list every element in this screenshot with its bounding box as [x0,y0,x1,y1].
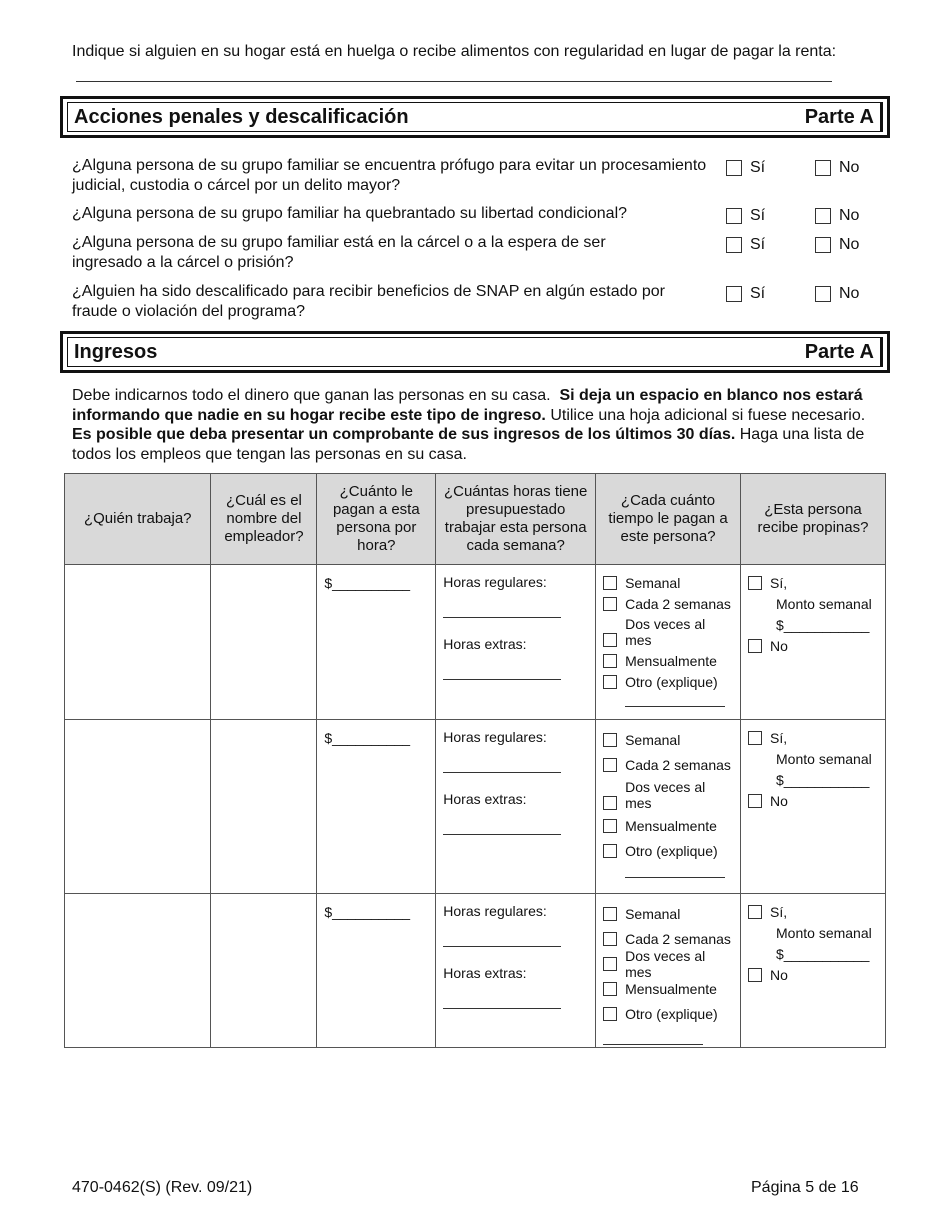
employer-cell[interactable] [211,720,317,894]
checkbox[interactable] [603,932,617,946]
strike-food-question-text: Indique si alguien en su hogar está en huelga o recibe alimentos con regularidad en lugar de pagar la renta: [72,43,837,60]
checkbox[interactable] [748,576,762,590]
criminal-question-1 [72,156,872,196]
checkbox[interactable] [815,286,831,302]
option-label: No [770,792,788,809]
checkbox[interactable] [603,733,617,747]
checkbox[interactable] [726,237,742,253]
checkbox[interactable] [603,796,617,810]
checkbox[interactable] [815,208,831,224]
checkbox[interactable] [603,819,617,833]
checkbox[interactable] [603,844,617,858]
option-label: Mensualmente [625,817,717,834]
regular-hours-label: Horas regulares: [443,903,547,919]
tips-amount-blank[interactable]: $___________ [776,616,870,633]
option-label: Cada 2 semanas [625,930,731,947]
option-label: Semanal [625,731,681,748]
no-label: No [839,207,860,224]
no-label: No [839,159,860,176]
yes-label: Sí [750,207,766,224]
checkbox[interactable] [603,576,617,590]
option-label: Semanal [625,574,681,591]
option-label: Otro (explique) [625,1005,718,1022]
col-header-tips: ¿Esta persona recibe propinas? [741,474,886,565]
regular-hours-label: Horas regulares: [443,729,547,745]
criminal-question-2 [72,204,872,224]
col-header-pay-frequency: ¿Cada cuánto tiempo le pagan a este persona? [596,474,741,565]
option-label: Mensualmente [625,652,717,669]
strike-food-answer-line[interactable] [76,66,832,82]
income-instructions-text-1: Debe indicarnos todo el dinero que ganan las personas en su casa. [72,387,551,404]
option-label: Sí, [770,574,788,591]
freq-weekly-option[interactable] [603,727,733,752]
hourly-pay-blank[interactable]: $__________ [324,730,411,746]
no-label: No [839,285,860,302]
criminal-question-4 [72,282,872,322]
criminal-section-title: Acciones penales y descalificación [74,105,409,128]
extra-hours-label: Horas extras: [443,636,527,652]
checkbox[interactable] [748,905,762,919]
option-label: No [770,637,788,654]
pay-frequency-cell [596,894,741,1048]
extra-hours-label: Horas extras: [443,791,527,807]
income-instructions [72,386,880,464]
tips-cell [741,565,886,720]
col-header-hourly-pay: ¿Cuánto le pagan a esta persona por hora? [317,474,436,565]
checkbox[interactable] [603,957,617,971]
option-label: Cada 2 semanas [625,756,731,773]
checkbox[interactable] [748,968,762,982]
option-label: Sí, [770,729,788,746]
option-label: No [770,966,788,983]
income-instructions-bold-2: Es posible que deba presentar un comprobante de sus ingresos de los últimos 30 días. [72,426,736,443]
freq-weekly-option[interactable] [603,901,733,926]
tips-amount-blank[interactable]: $___________ [776,771,870,788]
criminal-q1-yes[interactable] [726,158,765,178]
criminal-question-1-text: ¿Alguna persona de su grupo familiar se encuentra prófugo para evitar un procesamiento judicial, custodia o cárcel por un delito mayor? [72,157,707,194]
criminal-q1-no[interactable] [815,158,859,178]
strike-food-question [72,42,882,82]
checkbox[interactable] [603,758,617,772]
criminal-q3-yes[interactable] [726,235,765,255]
tips-cell [741,720,886,894]
no-label: No [839,236,860,253]
checkbox[interactable] [726,286,742,302]
col-header-weekly-hours: ¿Cuántas horas tiene presupuestado trabajar esta persona cada semana? [436,474,596,565]
tips-weekly-amount-label: Monto semanal [776,595,872,612]
weekly-hours-cell [436,894,596,1048]
option-label: Semanal [625,905,681,922]
tips-amount-blank[interactable]: $___________ [776,945,870,962]
col-header-who-works: ¿Quién trabaja? [65,474,211,565]
tips-yes-option[interactable] [748,901,878,922]
option-label: Cada 2 semanas [625,595,731,612]
tips-yes-option[interactable] [748,727,878,748]
tips-no-option[interactable] [748,964,878,985]
tips-weekly-amount-label: Monto semanal [776,750,872,767]
table-row [65,894,886,1048]
checkbox[interactable] [603,907,617,921]
checkbox[interactable] [748,731,762,745]
freq-biweekly-option[interactable] [603,593,733,614]
form-number: 470-0462(S) (Rev. 09/21) [72,1179,253,1196]
freq-other-option[interactable] [603,1001,733,1026]
freq-biweekly-option[interactable] [603,752,733,777]
freq-monthly-option[interactable] [603,976,733,1001]
criminal-section-header [60,96,890,138]
income-section-part: Parte A [804,340,874,363]
employer-cell[interactable] [211,565,317,720]
freq-other-line[interactable] [625,706,725,707]
checkbox[interactable] [726,208,742,224]
extra-hours-line[interactable] [443,995,561,1009]
criminal-q3-no[interactable] [815,235,859,255]
who-works-cell[interactable] [65,720,211,894]
who-works-cell[interactable] [65,565,211,720]
hourly-pay-blank[interactable]: $__________ [324,575,411,591]
tips-no-option[interactable] [748,635,878,656]
weekly-hours-cell [436,565,596,720]
regular-hours-line[interactable] [443,933,561,947]
tips-no-option[interactable] [748,790,878,811]
checkbox[interactable] [603,597,617,611]
freq-monthly-option[interactable] [603,650,733,671]
checkbox[interactable] [726,160,742,176]
tips-weekly-amount-label: Monto semanal [776,924,872,941]
pay-frequency-cell [596,565,741,720]
income-instructions-text-3: Haga una lista de todos los empleos que tengan las personas en su casa. [72,426,865,463]
freq-other-line[interactable] [625,877,725,878]
tips-yes-option[interactable] [748,572,878,593]
table-header-row [65,474,886,565]
income-instructions-bold-1: Si deja un espacio en blanco nos estará informando que nadie en su hogar recibe este tipo de ingreso. [72,387,863,424]
employer-cell[interactable] [211,894,317,1048]
criminal-section-part: Parte A [804,105,874,128]
freq-twice-month-option[interactable] [603,616,733,648]
income-instructions-text-2: Utilice una hoja adicional si fuese necesario. [550,406,866,424]
table-row [65,720,886,894]
yes-label: Sí [750,285,766,302]
checkbox[interactable] [748,639,762,653]
yes-label: Sí [750,236,766,253]
who-works-cell[interactable] [65,894,211,1048]
checkbox[interactable] [748,794,762,808]
checkbox[interactable] [603,633,617,647]
criminal-question-2-text: ¿Alguna persona de su grupo familiar ha quebrantado su libertad condicional? [72,205,628,222]
extra-hours-line[interactable] [443,821,561,835]
checkbox[interactable] [815,160,831,176]
checkbox[interactable] [815,237,831,253]
freq-other-line[interactable] [603,1044,703,1045]
yes-label: Sí [750,159,766,176]
option-label: Mensualmente [625,980,717,997]
criminal-q2-yes[interactable] [726,206,765,226]
freq-other-option[interactable] [603,838,733,863]
criminal-question-4-text: ¿Alguien ha sido descalificado para recibir beneficios de SNAP en algún estado por fraude o violación del programa? [72,283,665,320]
checkbox[interactable] [603,675,617,689]
weekly-hours-cell [436,720,596,894]
hourly-pay-cell[interactable] [317,565,436,720]
option-label: Dos veces al mes [625,947,706,980]
tips-cell [741,894,886,1048]
checkbox[interactable] [603,654,617,668]
freq-weekly-option[interactable] [603,572,733,593]
freq-twice-month-option[interactable] [603,947,733,980]
checkbox[interactable] [603,982,617,996]
pay-frequency-cell [596,720,741,894]
employment-table [64,473,886,1048]
regular-hours-line[interactable] [443,759,561,773]
option-label: Otro (explique) [625,842,718,859]
regular-hours-line[interactable] [443,604,561,618]
extra-hours-line[interactable] [443,666,561,680]
freq-twice-month-option[interactable] [603,779,733,811]
criminal-q4-yes[interactable] [726,284,765,304]
table-row [65,565,886,720]
regular-hours-label: Horas regulares: [443,574,547,590]
criminal-question-3-text: ¿Alguna persona de su grupo familiar está en la cárcel o a la espera de ser ingresado a la cárcel o prisión? [72,234,606,271]
criminal-q4-no[interactable] [815,284,859,304]
hourly-pay-cell[interactable] [317,894,436,1048]
freq-other-option[interactable] [603,671,733,692]
extra-hours-label: Horas extras: [443,965,527,981]
checkbox[interactable] [603,1007,617,1021]
freq-monthly-option[interactable] [603,813,733,838]
hourly-pay-blank[interactable]: $__________ [324,904,411,920]
income-section-title: Ingresos [74,340,158,363]
col-header-employer: ¿Cuál es el nombre del empleador? [211,474,317,565]
criminal-question-3 [72,233,872,273]
option-label: Dos veces al mes [625,616,706,648]
hourly-pay-cell[interactable] [317,720,436,894]
option-label: Otro (explique) [625,673,718,690]
criminal-q2-no[interactable] [815,206,859,226]
income-section-header [60,331,890,373]
page-number: Página 5 de 16 [751,1179,859,1196]
option-label: Dos veces al mes [625,779,706,811]
option-label: Sí, [770,903,788,920]
